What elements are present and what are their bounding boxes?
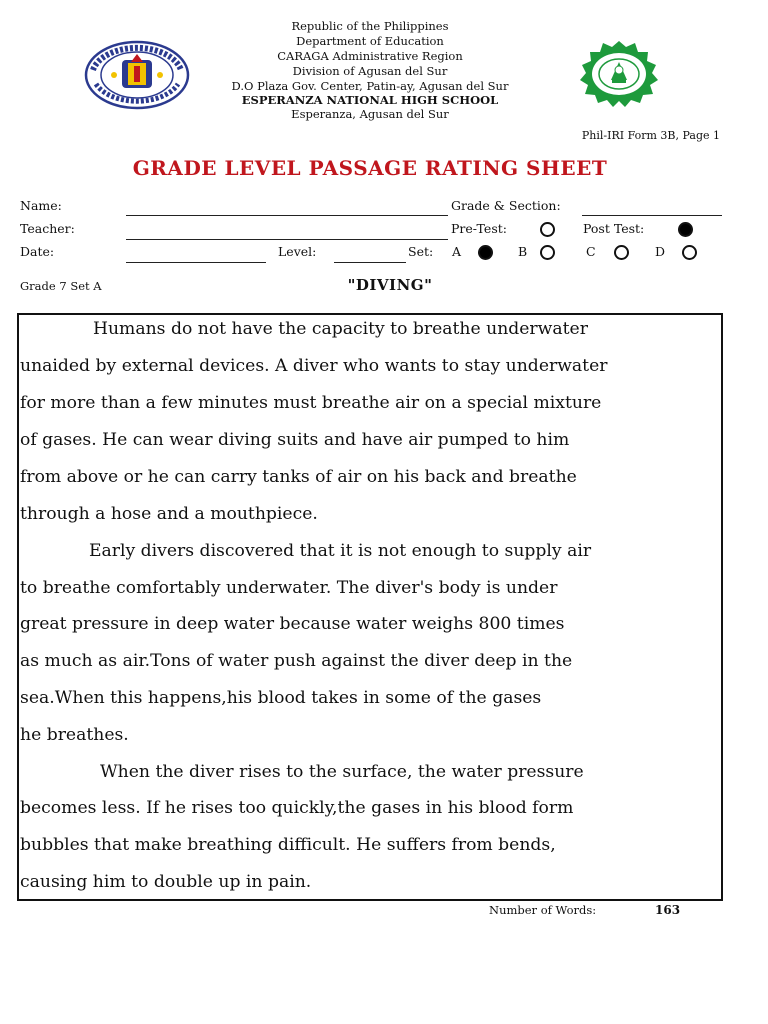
- page-title: GRADE LEVEL PASSAGE RATING SHEET: [132, 156, 608, 180]
- passage-line: through a hose and a mouthpiece.: [20, 504, 318, 524]
- set-option-a-radio[interactable]: [478, 245, 493, 260]
- set-option-a-label: A: [452, 244, 462, 259]
- passage-line: sea.When this happens,his blood takes in some of the gases: [20, 688, 542, 708]
- passage-line: great pressure in deep water because water weighs 800 times: [20, 614, 565, 634]
- level-label: Level:: [278, 244, 317, 259]
- posttest-radio[interactable]: [678, 222, 693, 237]
- passage-line: for more than a few minutes must breathe air on a special mixture: [20, 393, 602, 413]
- passage-line: becomes less. If he rises too quickly,the gases in his blood form: [20, 798, 574, 818]
- passage-line: Humans do not have the capacity to breathe underwater: [93, 319, 588, 339]
- header-school-location: Esperanza, Agusan del Sur: [291, 107, 449, 121]
- school-seal-icon: [568, 40, 670, 108]
- passage-line: he breathes.: [20, 725, 129, 745]
- passage-line: as much as air.Tons of water push against the diver deep in the: [20, 651, 573, 671]
- header-school-name: ESPERANZA NATIONAL HIGH SCHOOL: [241, 93, 499, 107]
- name-label: Name:: [20, 198, 62, 213]
- set-option-b-radio[interactable]: [540, 245, 555, 260]
- word-count-value: 163: [655, 903, 681, 917]
- passage-line: of gases. He can wear diving suits and have air pumped to him: [20, 430, 570, 450]
- header-region: CARAGA Administrative Region: [277, 49, 463, 63]
- set-option-b-label: B: [518, 244, 528, 259]
- set-option-d-label: D: [655, 244, 666, 259]
- grade-set-label: Grade 7 Set A: [20, 279, 102, 293]
- header-address: D.O Plaza Gov. Center, Patin-ay, Agusan del Sur: [231, 79, 509, 93]
- date-field[interactable]: [126, 262, 266, 263]
- passage-line: from above or he can carry tanks of air on his back and breathe: [20, 467, 577, 487]
- story-title: "DIVING": [347, 276, 433, 294]
- passage-line: Early divers discovered that it is not enough to supply air: [89, 541, 592, 561]
- posttest-label: Post Test:: [583, 221, 645, 236]
- header-department: Department of Education: [296, 34, 444, 48]
- grade-section-label: Grade & Section:: [451, 198, 561, 213]
- grade-section-field[interactable]: [582, 215, 722, 216]
- header-republic: Republic of the Philippines: [291, 19, 449, 33]
- teacher-label: Teacher:: [20, 221, 75, 236]
- pretest-radio[interactable]: [540, 222, 555, 237]
- set-option-c-radio[interactable]: [614, 245, 629, 260]
- passage-line: unaided by external devices. A diver who wants to stay underwater: [20, 356, 608, 376]
- set-option-c-label: C: [586, 244, 596, 259]
- form-number: Phil-IRI Form 3B, Page 1: [581, 129, 720, 142]
- header-division: Division of Agusan del Sur: [292, 64, 448, 78]
- teacher-field[interactable]: [126, 239, 448, 240]
- passage-line: to breathe comfortably underwater. The diver's body is under: [20, 578, 558, 598]
- deped-seal-icon: [84, 40, 190, 110]
- set-label: Set:: [408, 244, 434, 259]
- passage-line: bubbles that make breathing difficult. He suffers from bends,: [20, 835, 556, 855]
- name-field[interactable]: [126, 215, 448, 216]
- passage-line: When the diver rises to the surface, the water pressure: [100, 762, 584, 782]
- word-count-label: Number of Words:: [489, 903, 597, 917]
- set-option-d-radio[interactable]: [682, 245, 697, 260]
- pretest-label: Pre-Test:: [451, 221, 507, 236]
- level-field[interactable]: [334, 262, 406, 263]
- date-label: Date:: [20, 244, 55, 259]
- passage-line: causing him to double up in pain.: [20, 872, 312, 892]
